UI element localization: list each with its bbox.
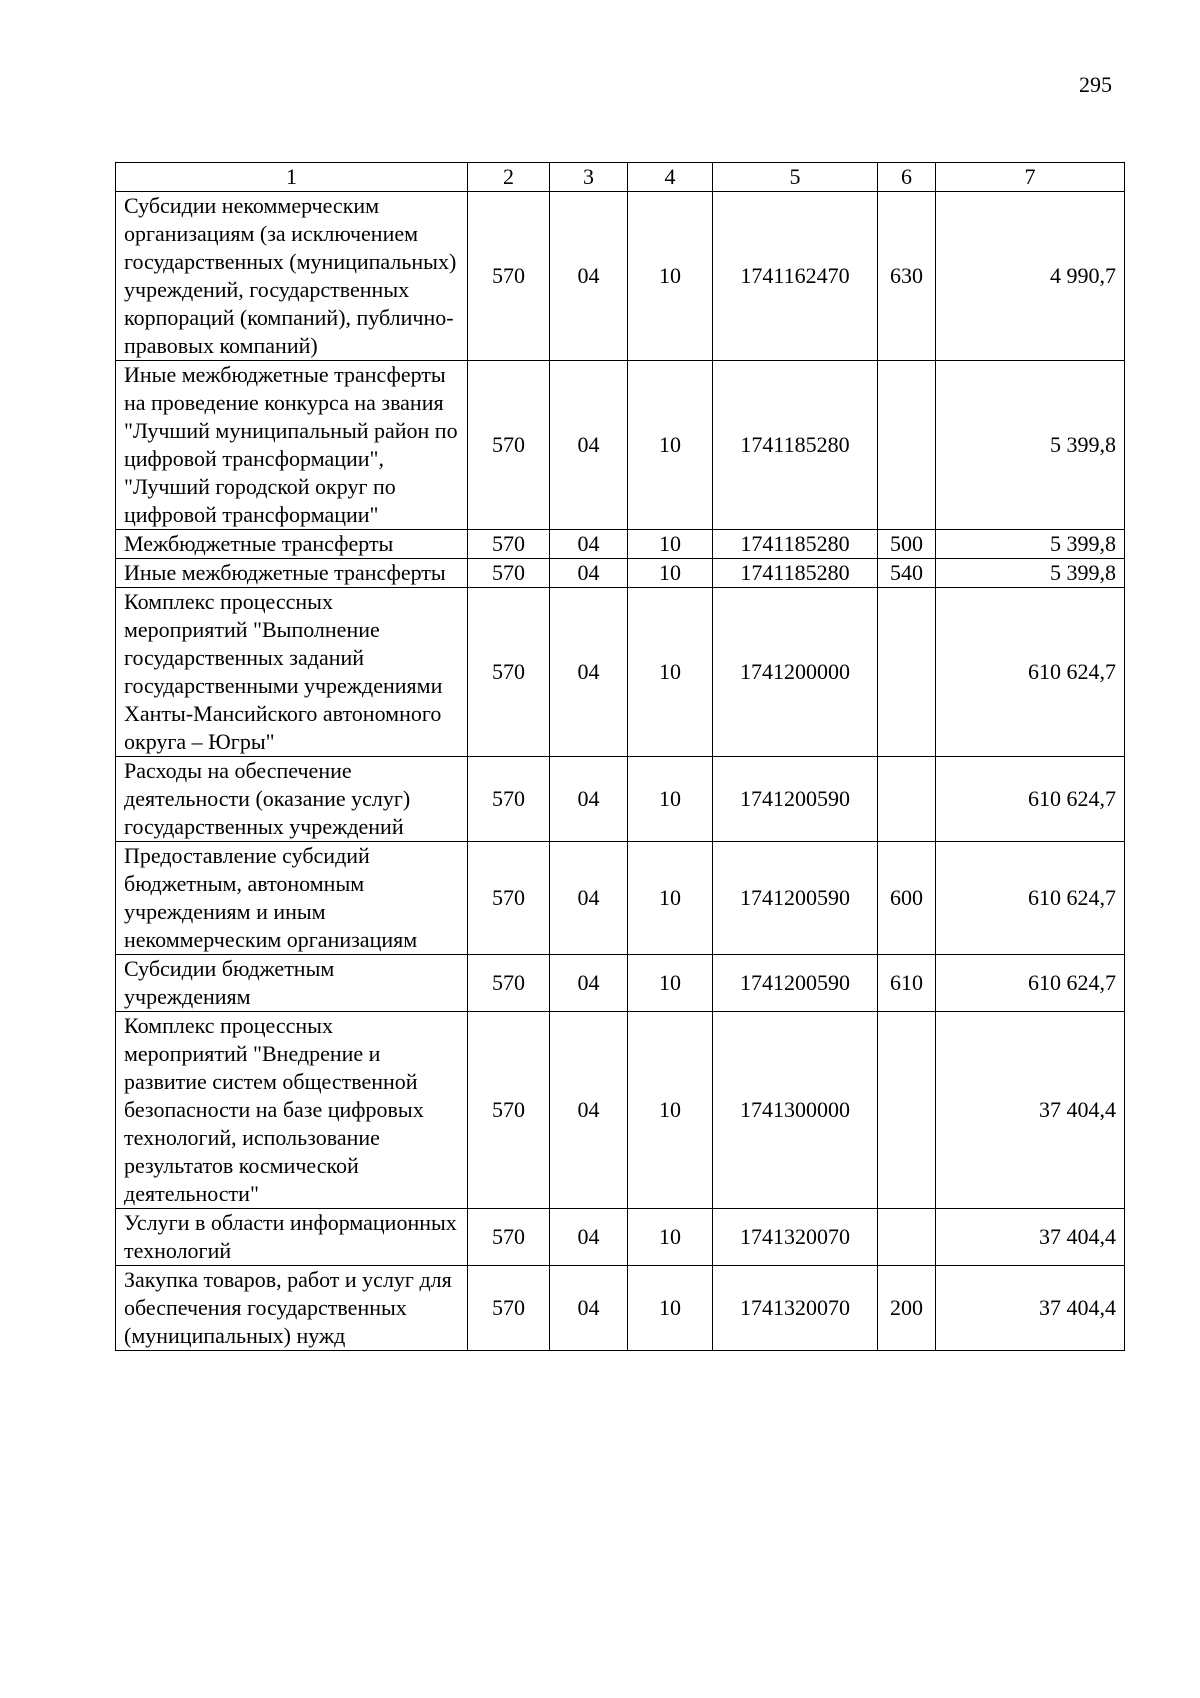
row-amount-cell: 610 624,7 [936,842,1125,955]
row-expense-type-cell [878,1012,936,1209]
row-section-cell: 04 [550,1012,628,1209]
row-subsection-cell: 10 [628,955,713,1012]
row-name-cell: Услуги в области информационных технологий [116,1209,468,1266]
row-subsection-cell: 10 [628,192,713,361]
row-section-cell: 04 [550,1209,628,1266]
row-name-cell: Межбюджетные трансферты [116,530,468,559]
row-section-cell: 04 [550,955,628,1012]
row-section-cell: 04 [550,192,628,361]
row-expense-type-cell [878,588,936,757]
table-row [116,530,1125,559]
row-admin-code-cell: 570 [468,559,550,588]
row-section-cell: 04 [550,588,628,757]
row-admin-code-cell: 570 [468,192,550,361]
row-subsection-cell: 10 [628,757,713,842]
row-amount-cell: 610 624,7 [936,955,1125,1012]
row-expense-type-cell: 600 [878,842,936,955]
row-section-cell: 04 [550,842,628,955]
row-name-cell: Иные межбюджетные трансферты на проведение конкурса на звания "Лучший муниципальный район по цифровой трансформации", "Лучший городской округ по цифровой трансформации" [116,361,468,530]
row-amount-cell: 5 399,8 [936,361,1125,530]
row-section-cell: 04 [550,757,628,842]
row-expense-type-cell [878,361,936,530]
table-row [116,1012,1125,1209]
table-row [116,757,1125,842]
row-target-article-cell: 1741320070 [713,1209,878,1266]
row-target-article-cell: 1741200590 [713,757,878,842]
row-subsection-cell: 10 [628,842,713,955]
row-admin-code-cell: 570 [468,1209,550,1266]
table-row [116,559,1125,588]
page-number: 295 [1079,72,1112,97]
row-subsection-cell: 10 [628,588,713,757]
row-admin-code-cell: 570 [468,1266,550,1351]
row-amount-cell: 5 399,8 [936,530,1125,559]
table-row [116,955,1125,1012]
row-name-cell: Комплекс процессных мероприятий "Выполнение государственных заданий государственными учреждениями Ханты-Мансийского автономного округа – Югры" [116,588,468,757]
table-header-row [116,163,1125,192]
header-cell: 3 [550,163,628,192]
row-name-cell: Иные межбюджетные трансферты [116,559,468,588]
table-row [116,361,1125,530]
row-admin-code-cell: 570 [468,530,550,559]
table-row [116,192,1125,361]
row-target-article-cell: 1741300000 [713,1012,878,1209]
table-row [116,842,1125,955]
row-amount-cell: 610 624,7 [936,757,1125,842]
row-target-article-cell: 1741200590 [713,842,878,955]
row-admin-code-cell: 570 [468,757,550,842]
row-admin-code-cell: 570 [468,1012,550,1209]
row-expense-type-cell [878,757,936,842]
row-section-cell: 04 [550,361,628,530]
row-section-cell: 04 [550,559,628,588]
row-target-article-cell: 1741185280 [713,361,878,530]
table-row [116,588,1125,757]
row-expense-type-cell: 540 [878,559,936,588]
table-row [116,1266,1125,1351]
header-cell: 2 [468,163,550,192]
row-expense-type-cell [878,1209,936,1266]
table-row [116,1209,1125,1266]
row-subsection-cell: 10 [628,559,713,588]
row-subsection-cell: 10 [628,1266,713,1351]
row-target-article-cell: 1741185280 [713,559,878,588]
row-section-cell: 04 [550,1266,628,1351]
header-cell: 4 [628,163,713,192]
row-amount-cell: 37 404,4 [936,1012,1125,1209]
row-target-article-cell: 1741185280 [713,530,878,559]
budget-table [115,162,1125,1351]
row-admin-code-cell: 570 [468,361,550,530]
row-target-article-cell: 1741162470 [713,192,878,361]
row-target-article-cell: 1741200000 [713,588,878,757]
row-admin-code-cell: 570 [468,588,550,757]
header-cell: 6 [878,163,936,192]
row-amount-cell: 37 404,4 [936,1209,1125,1266]
row-subsection-cell: 10 [628,530,713,559]
row-amount-cell: 37 404,4 [936,1266,1125,1351]
row-admin-code-cell: 570 [468,842,550,955]
row-name-cell: Закупка товаров, работ и услуг для обеспечения государственных (муниципальных) нужд [116,1266,468,1351]
row-expense-type-cell: 500 [878,530,936,559]
row-expense-type-cell: 200 [878,1266,936,1351]
row-section-cell: 04 [550,530,628,559]
row-amount-cell: 5 399,8 [936,559,1125,588]
row-expense-type-cell: 610 [878,955,936,1012]
row-name-cell: Субсидии бюджетным учреждениям [116,955,468,1012]
row-name-cell: Предоставление субсидий бюджетным, автономным учреждениям и иным некоммерческим организациям [116,842,468,955]
row-amount-cell: 4 990,7 [936,192,1125,361]
row-admin-code-cell: 570 [468,955,550,1012]
row-expense-type-cell: 630 [878,192,936,361]
row-subsection-cell: 10 [628,1012,713,1209]
row-target-article-cell: 1741320070 [713,1266,878,1351]
row-name-cell: Субсидии некоммерческим организациям (за исключением государственных (муниципальных) учреждений, государственных корпораций (компаний), публично-правовых компаний) [116,192,468,361]
row-name-cell: Комплекс процессных мероприятий "Внедрение и развитие систем общественной безопасности на базе цифровых технологий, использование результатов космической деятельности" [116,1012,468,1209]
row-name-cell: Расходы на обеспечение деятельности (оказание услуг) государственных учреждений [116,757,468,842]
row-subsection-cell: 10 [628,1209,713,1266]
row-subsection-cell: 10 [628,361,713,530]
row-target-article-cell: 1741200590 [713,955,878,1012]
header-cell: 1 [116,163,468,192]
header-cell: 5 [713,163,878,192]
row-amount-cell: 610 624,7 [936,588,1125,757]
header-cell: 7 [936,163,1125,192]
